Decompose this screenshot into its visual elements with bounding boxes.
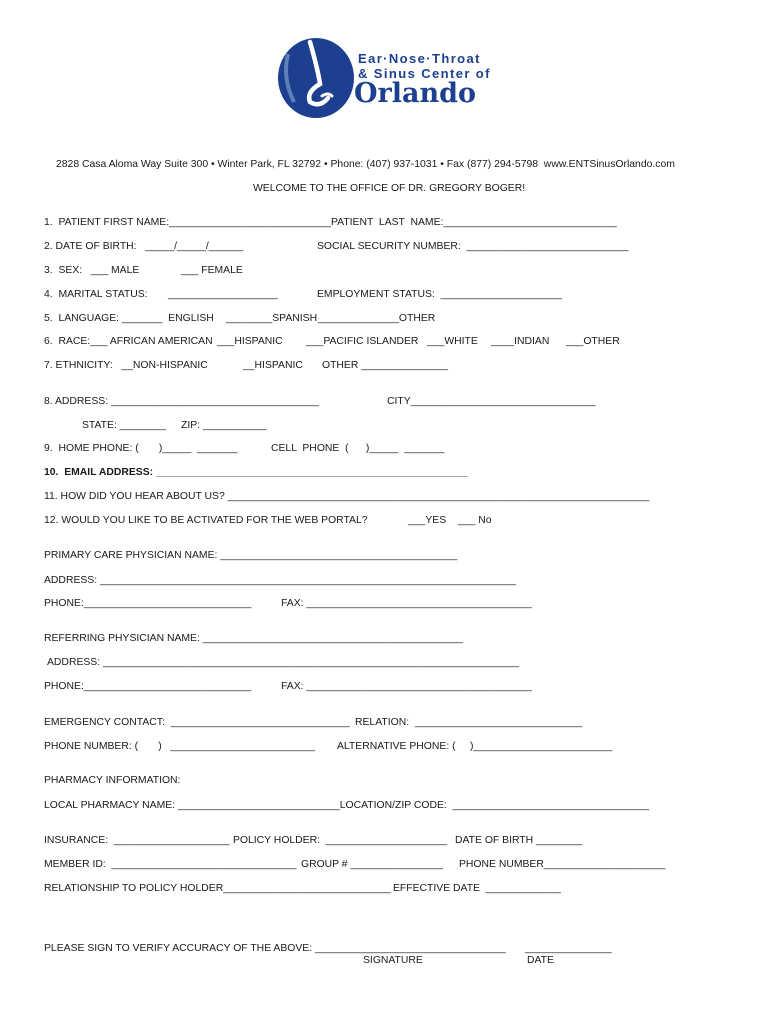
web-portal-no-option[interactable]: ___ No xyxy=(458,515,492,526)
language-other-option[interactable]: ______________OTHER xyxy=(318,313,436,324)
marital-status-label: 4. MARITAL STATUS: xyxy=(44,289,148,300)
office-address-line: 2828 Casa Aloma Way Suite 300 • Winter Park, FL 32792 • Phone: (407) 937-1031 • Fax (877) 294-5798 www.ENTSinusOrlando.com xyxy=(56,159,675,170)
signature-label: SIGNATURE xyxy=(363,955,423,966)
race-hispanic-option[interactable]: ___HISPANIC xyxy=(217,336,283,347)
ethnicity-non-hispanic-option[interactable]: 7. ETHNICITY: __NON-HISPANIC xyxy=(44,360,208,371)
pcp-address-field[interactable]: ADDRESS: ________________________________________________________________________ xyxy=(44,575,517,586)
state-field[interactable]: STATE: ________ xyxy=(82,420,166,431)
pcp-name-field[interactable]: PRIMARY CARE PHYSICIAN NAME: _________________________________________ xyxy=(44,550,458,561)
logo-text-orlando: Orlando xyxy=(354,78,477,109)
home-phone-field[interactable]: 9. HOME PHONE: ( )_____ _______ xyxy=(44,443,238,454)
welcome-heading: WELCOME TO THE OFFICE OF DR. GREGORY BOGER! xyxy=(253,183,526,194)
logo-text-line1: Ear·Nose·Throat xyxy=(358,51,481,66)
race-indian-option[interactable]: ____INDIAN xyxy=(491,336,550,347)
patient-first-name-field[interactable]: 1. PATIENT FIRST NAME:____________________________ xyxy=(44,217,331,228)
ethnicity-other-option[interactable]: OTHER _______________ xyxy=(322,360,448,371)
cell-phone-field[interactable]: CELL PHONE ( )_____ _______ xyxy=(271,443,445,454)
language-spanish-option[interactable]: ________SPANISH xyxy=(226,313,318,324)
emergency-contact-field[interactable]: EMERGENCY CONTACT: _______________________________ xyxy=(44,717,350,728)
referring-phone-field[interactable]: PHONE:_____________________________ xyxy=(44,681,252,692)
member-id-field[interactable]: MEMBER ID: ________________________________ xyxy=(44,859,297,870)
marital-status-field[interactable]: ___________________ xyxy=(168,289,278,300)
logo-text-line2: & Sinus Center of xyxy=(358,66,491,81)
insurance-field[interactable]: INSURANCE: ____________________ xyxy=(44,835,230,846)
insurance-phone-field[interactable]: PHONE NUMBER_____________________ xyxy=(459,859,666,870)
sex-male-option[interactable]: 3. SEX: ___ MALE xyxy=(44,265,140,276)
address-field[interactable]: 8. ADDRESS: ____________________________________ xyxy=(44,396,320,407)
web-portal-yes-option[interactable]: ___YES xyxy=(408,515,447,526)
pharmacy-name-location-field[interactable]: LOCAL PHARMACY NAME: ____________________________LOCATION/ZIP CODE: __________________________________ xyxy=(44,800,650,811)
ssn-field[interactable]: SOCIAL SECURITY NUMBER: ____________________________ xyxy=(317,241,629,252)
pcp-fax-field[interactable]: FAX: _______________________________________ xyxy=(281,598,532,609)
signature-field[interactable]: PLEASE SIGN TO VERIFY ACCURACY OF THE ABOVE: _________________________________ xyxy=(44,943,506,954)
how-did-you-hear-field[interactable]: 11. HOW DID YOU HEAR ABOUT US? _________________________________________________________________________ xyxy=(44,491,650,502)
relation-field[interactable]: RELATION: _____________________________ xyxy=(355,717,583,728)
policy-holder-field[interactable]: POLICY HOLDER: _____________________ xyxy=(233,835,448,846)
pcp-phone-field[interactable]: PHONE:_____________________________ xyxy=(44,598,252,609)
patient-last-name-field[interactable]: PATIENT LAST NAME:______________________________ xyxy=(331,217,617,228)
ent-logo-nose-icon xyxy=(276,36,356,120)
race-other-option[interactable]: ___OTHER xyxy=(566,336,620,347)
employment-status-field[interactable]: EMPLOYMENT STATUS: _____________________ xyxy=(317,289,562,300)
race-african-american-option[interactable]: 6. RACE:___ AFRICAN AMERICAN xyxy=(44,336,213,347)
email-address-field[interactable]: 10. EMAIL ADDRESS: ______________________________________________________ xyxy=(44,467,469,478)
group-number-field[interactable]: GROUP # ________________ xyxy=(301,859,443,870)
date-of-birth-field[interactable]: 2. DATE OF BIRTH: _____/_____/______ xyxy=(44,241,244,252)
alternative-phone-field[interactable]: ALTERNATIVE PHONE: ( )________________________ xyxy=(337,741,613,752)
zip-field[interactable]: ZIP: ___________ xyxy=(181,420,267,431)
pharmacy-heading: PHARMACY INFORMATION: xyxy=(44,775,181,786)
sex-female-option[interactable]: ___ FEMALE xyxy=(181,265,243,276)
relationship-to-holder-field[interactable]: RELATIONSHIP TO POLICY HOLDER_____________________________ xyxy=(44,883,391,894)
race-white-option[interactable]: ___WHITE xyxy=(427,336,478,347)
race-pacific-islander-option[interactable]: ___PACIFIC ISLANDER xyxy=(306,336,419,347)
signature-date-field[interactable]: _______________ xyxy=(525,943,612,954)
ethnicity-hispanic-option[interactable]: __HISPANIC xyxy=(243,360,303,371)
web-portal-question: 12. WOULD YOU LIKE TO BE ACTIVATED FOR THE WEB PORTAL? xyxy=(44,515,368,526)
effective-date-field[interactable]: EFFECTIVE DATE _____________ xyxy=(393,883,561,894)
referring-fax-field[interactable]: FAX: _______________________________________ xyxy=(281,681,532,692)
city-field[interactable]: CITY________________________________ xyxy=(387,396,596,407)
referring-address-field[interactable]: ADDRESS: ________________________________________________________________________ xyxy=(47,657,520,668)
date-label: DATE xyxy=(527,955,554,966)
referring-physician-name-field[interactable]: REFERRING PHYSICIAN NAME: _____________________________________________ xyxy=(44,633,463,644)
emergency-phone-field[interactable]: PHONE NUMBER: ( ) _________________________ xyxy=(44,741,315,752)
policy-holder-dob-field[interactable]: DATE OF BIRTH ________ xyxy=(455,835,583,846)
language-english-option[interactable]: 5. LANGUAGE: _______ ENGLISH xyxy=(44,313,214,324)
